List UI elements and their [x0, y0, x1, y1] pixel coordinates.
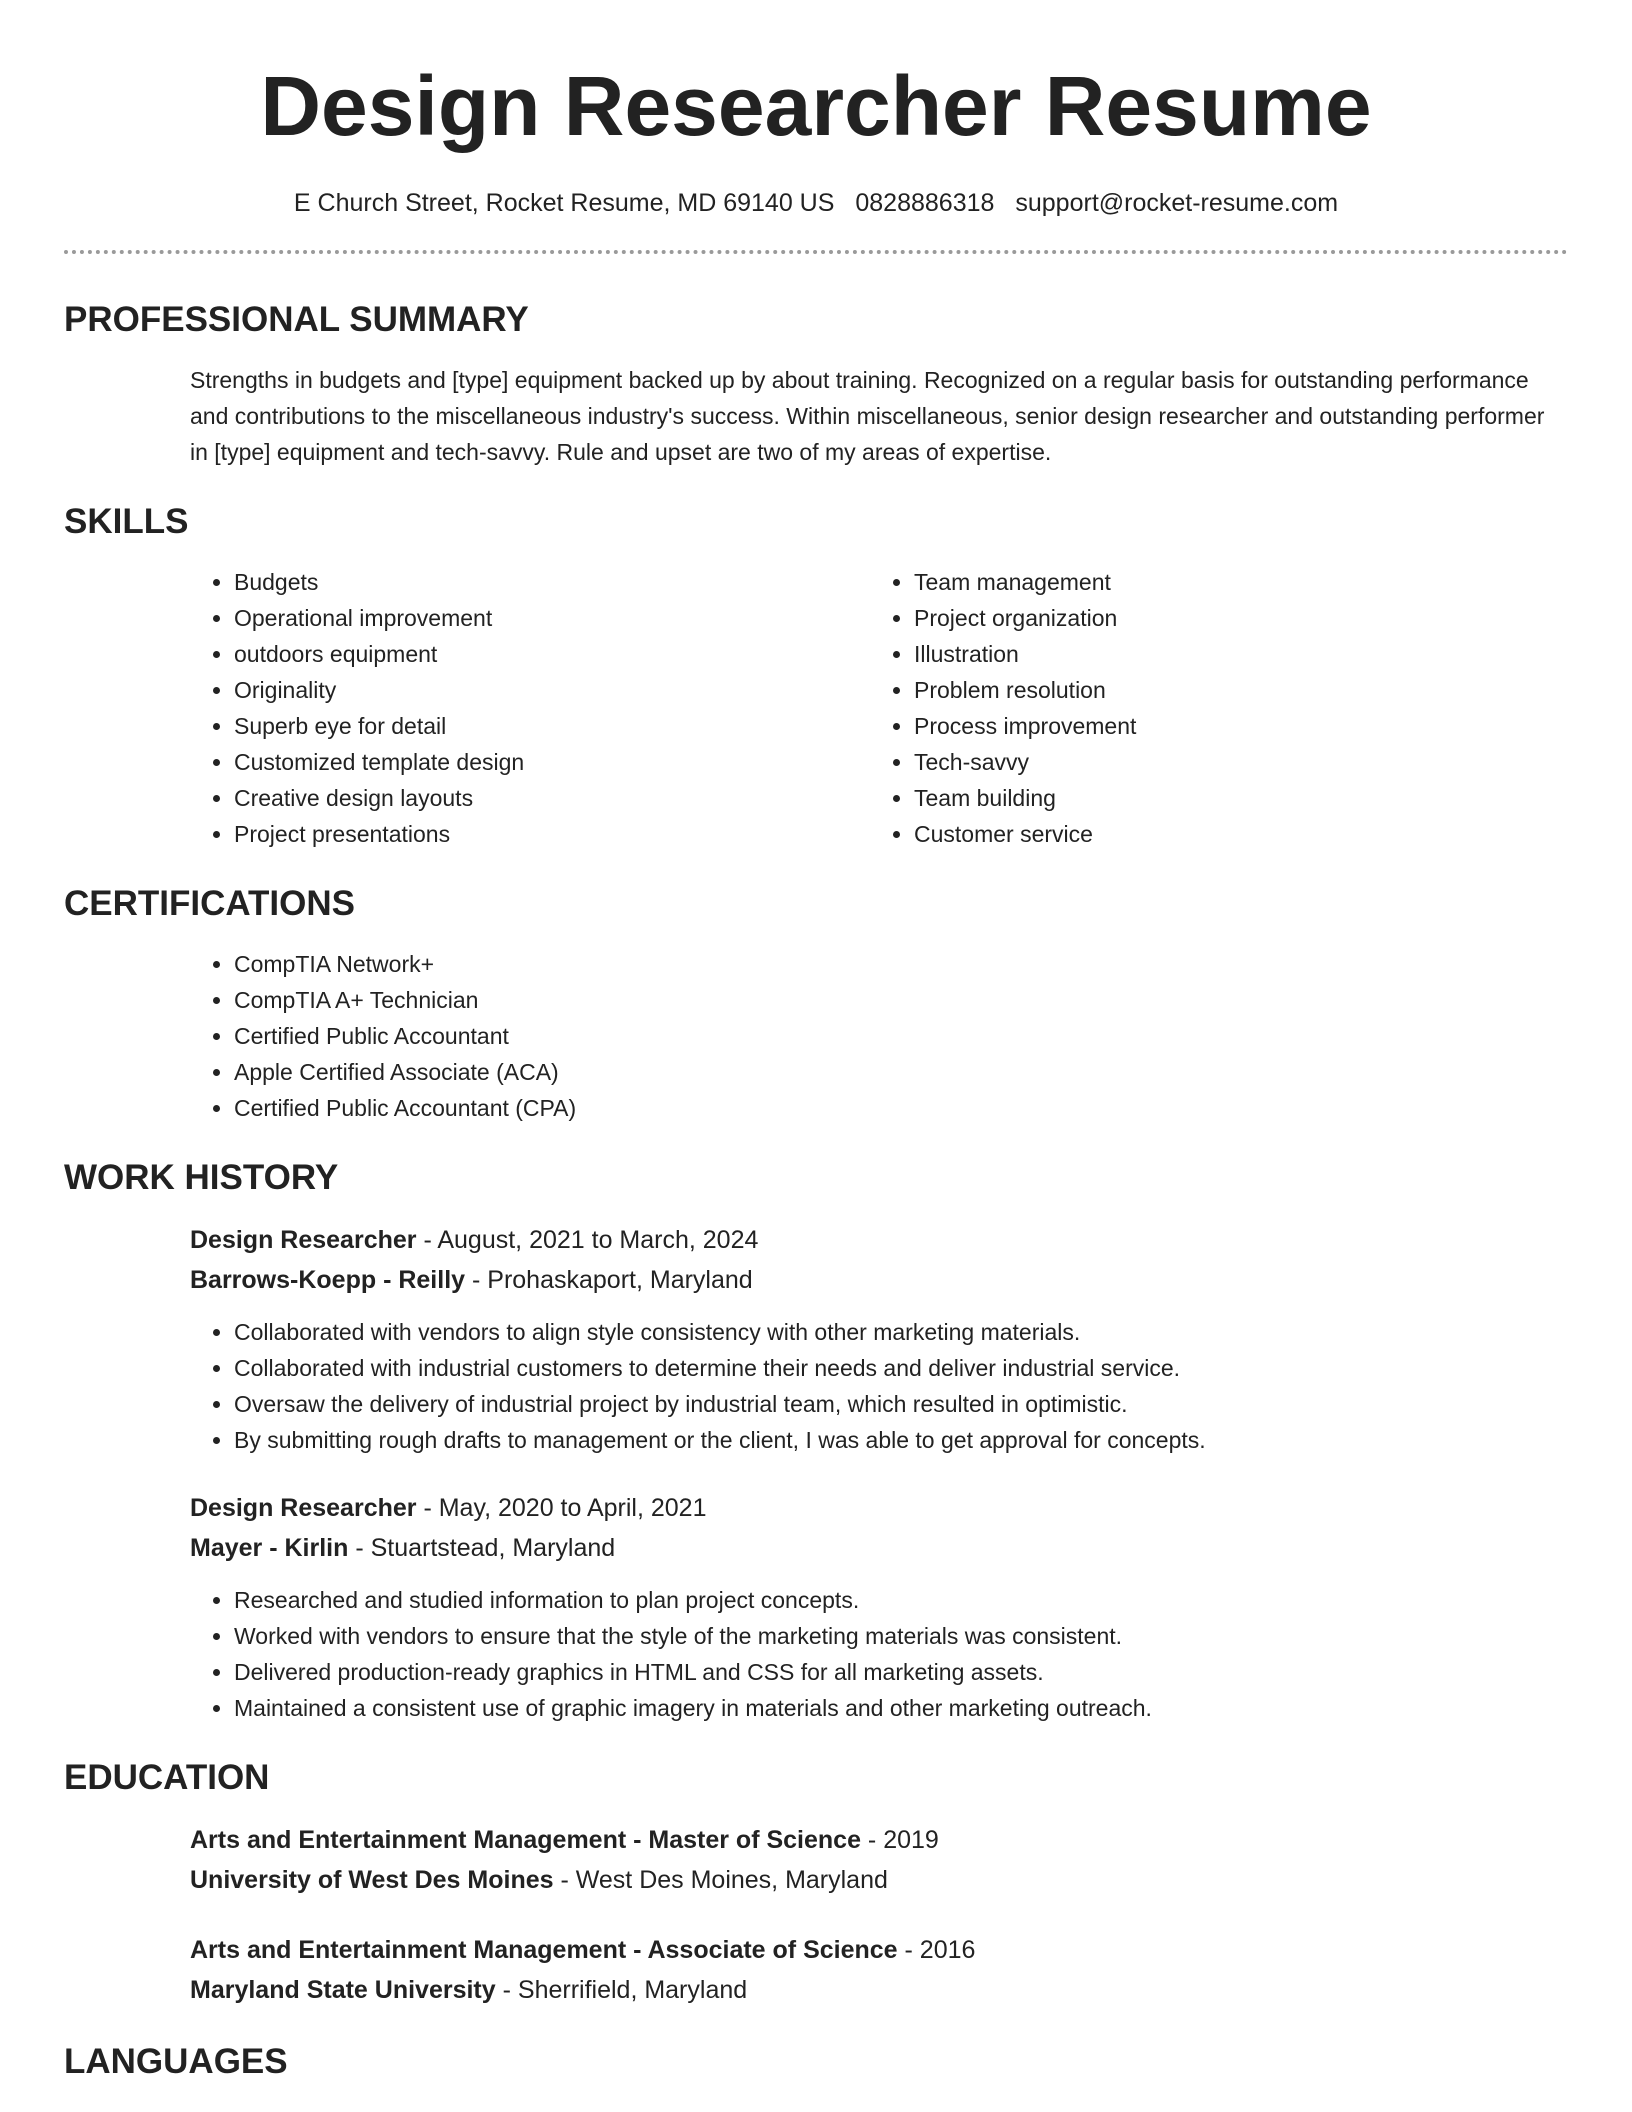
skills-column-right	[870, 564, 1550, 852]
education-school: University of West Des Moines	[190, 1866, 554, 1894]
education-entry	[190, 1820, 1568, 1900]
education-entry	[190, 1930, 1568, 2010]
resume-page	[64, 0, 1568, 2084]
job-title: Design Researcher	[190, 1226, 417, 1254]
job-company-line	[190, 1260, 1568, 1300]
contact-phone: 0828886318	[855, 189, 995, 217]
education-location: - Sherrifield, Maryland	[495, 1976, 748, 2004]
job-title-line	[190, 1220, 1568, 1260]
contact-email: support@rocket-resume.com	[1015, 189, 1339, 217]
list-item: • Certified Public Accountant (CPA)	[234, 1090, 1568, 1126]
page-title: Design Researcher Resume	[260, 59, 1372, 153]
education-year: - 2019	[860, 1826, 939, 1854]
section-title-certifications: CERTIFICATIONS	[64, 884, 356, 923]
list-item: • Customized template design	[234, 744, 870, 780]
contact-address: E Church Street, Rocket Resume, MD 69140 US	[293, 189, 835, 217]
list-item: • Customer service	[914, 816, 1550, 852]
education-degree: Arts and Entertainment Management - Associate of Science	[190, 1936, 898, 1964]
job-dates: - August, 2021 to March, 2024	[416, 1226, 759, 1254]
list-item: • outdoors equipment	[234, 636, 870, 672]
skills-list-right	[870, 564, 1550, 852]
header-divider	[64, 250, 1568, 254]
job-company: Mayer - Kirlin	[190, 1534, 349, 1562]
section-title-languages: LANGUAGES	[64, 2042, 288, 2081]
education-degree-line	[190, 1930, 1568, 1970]
summary-text: Strengths in budgets and [type] equipment backed up by about training. Recognized on a regular basis for outstanding performance and contributions to the miscellaneous industry's success. Within miscellaneous, senior design researcher and outstanding performer in [type] equipment and tech-savvy. Rule and upset are two of my areas of expertise.	[190, 367, 1545, 465]
list-item: • Illustration	[914, 636, 1550, 672]
job-title: Design Researcher	[190, 1494, 417, 1522]
section-title-education: EDUCATION	[64, 1758, 270, 1797]
education-school-line	[190, 1970, 1568, 2010]
section-title-work-history: WORK HISTORY	[64, 1158, 339, 1197]
list-item: • Collaborated with vendors to align style consistency with other marketing materials.	[234, 1314, 1568, 1350]
education-degree-line	[190, 1820, 1568, 1860]
certifications-list	[190, 946, 1568, 1126]
education-degree: Arts and Entertainment Management - Master of Science	[190, 1826, 861, 1854]
job-dates: - May, 2020 to April, 2021	[416, 1494, 707, 1522]
list-item: • By submitting rough drafts to management or the client, I was able to get approval for concepts.	[234, 1422, 1568, 1458]
job-bullets	[190, 1582, 1568, 1726]
job-entry	[190, 1488, 1568, 1726]
list-item: • Superb eye for detail	[234, 708, 870, 744]
list-item: • Operational improvement	[234, 600, 870, 636]
skills-column-left	[190, 564, 870, 852]
contact-line	[64, 186, 1568, 220]
list-item: • Team management	[914, 564, 1550, 600]
job-entry	[190, 1220, 1568, 1458]
skills-list-left	[190, 564, 870, 852]
list-item: • Problem resolution	[914, 672, 1550, 708]
list-item: • Collaborated with industrial customers to determine their needs and deliver industrial service.	[234, 1350, 1568, 1386]
skills-columns	[190, 564, 1568, 852]
list-item: • Maintained a consistent use of graphic imagery in materials and other marketing outreach.	[234, 1690, 1568, 1726]
job-company: Barrows-Koepp - Reilly	[190, 1266, 466, 1294]
list-item: • Team building	[914, 780, 1550, 816]
list-item: • Apple Certified Associate (ACA)	[234, 1054, 1568, 1090]
section-title-summary: PROFESSIONAL SUMMARY	[64, 300, 529, 339]
list-item: • Creative design layouts	[234, 780, 870, 816]
list-item: • Budgets	[234, 564, 870, 600]
list-item: • Project organization	[914, 600, 1550, 636]
job-bullets	[190, 1314, 1568, 1458]
certifications-block	[190, 946, 1568, 1126]
list-item: • Tech-savvy	[914, 744, 1550, 780]
education-school-line	[190, 1860, 1568, 1900]
education-school: Maryland State University	[190, 1976, 496, 2004]
section-title-skills: SKILLS	[64, 502, 189, 541]
list-item: • Process improvement	[914, 708, 1550, 744]
list-item: • Certified Public Accountant	[234, 1018, 1568, 1054]
list-item: • Project presentations	[234, 816, 870, 852]
list-item: • Worked with vendors to ensure that the style of the marketing materials was consistent.	[234, 1618, 1568, 1654]
job-location: - Prohaskaport, Maryland	[465, 1266, 753, 1294]
job-location: - Stuartstead, Maryland	[348, 1534, 616, 1562]
job-title-line	[190, 1488, 1568, 1528]
list-item: • Originality	[234, 672, 870, 708]
list-item: • Delivered production-ready graphics in HTML and CSS for all marketing assets.	[234, 1654, 1568, 1690]
education-location: - West Des Moines, Maryland	[553, 1866, 888, 1894]
education-year: - 2016	[897, 1936, 976, 1964]
job-company-line	[190, 1528, 1568, 1568]
list-item: • Oversaw the delivery of industrial project by industrial team, which resulted in optimistic.	[234, 1386, 1568, 1422]
list-item: • Researched and studied information to plan project concepts.	[234, 1582, 1568, 1618]
list-item: • CompTIA A+ Technician	[234, 982, 1568, 1018]
list-item: • CompTIA Network+	[234, 946, 1568, 982]
